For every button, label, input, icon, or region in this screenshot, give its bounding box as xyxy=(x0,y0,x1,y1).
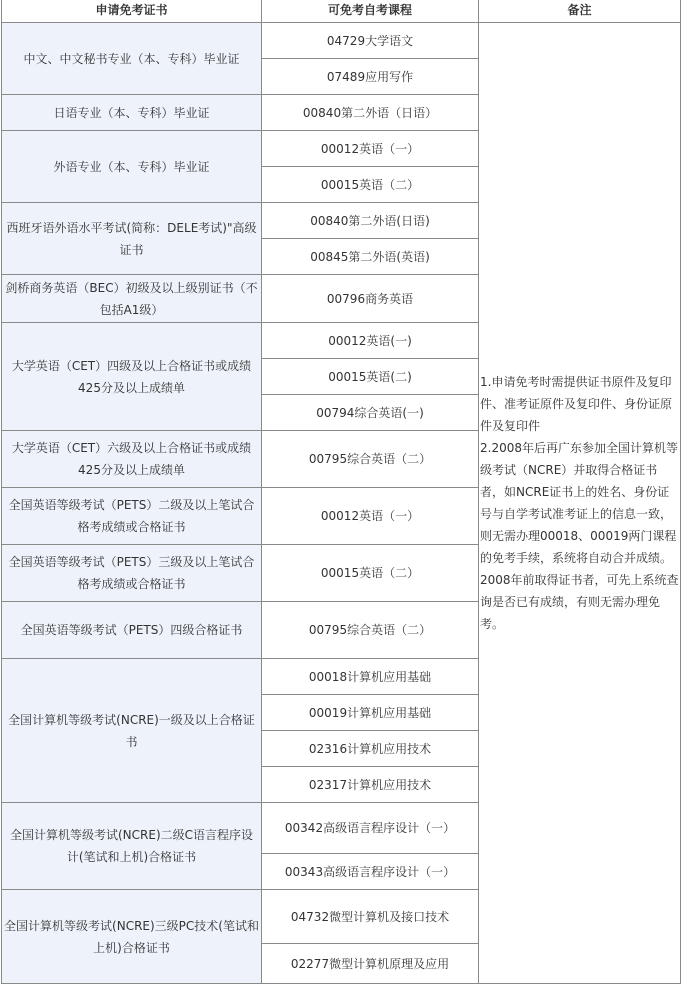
course-cell: 00015英语(二) xyxy=(262,359,479,395)
course-cell: 00795综合英语（二） xyxy=(262,431,479,488)
certificate-cell: 西班牙语外语水平考试(简称：DELE考试)"高级证书 xyxy=(2,203,262,275)
certificate-cell: 外语专业（本、专科）毕业证 xyxy=(2,131,262,203)
course-cell: 00018计算机应用基础 xyxy=(262,659,479,695)
course-cell: 00012英语(一) xyxy=(262,323,479,359)
certificate-cell: 大学英语（CET）六级及以上合格证书或成绩425分及以上成绩单 xyxy=(2,431,262,488)
certificate-cell: 剑桥商务英语（BEC）初级及以上级别证书（不包括A1级） xyxy=(2,275,262,323)
remarks-cell xyxy=(479,23,681,984)
certificate-cell: 全国英语等级考试（PETS）二级及以上笔试合格考成绩或合格证书 xyxy=(2,488,262,545)
course-cell: 07489应用写作 xyxy=(262,59,479,95)
course-cell: 00015英语（二） xyxy=(262,167,479,203)
course-cell: 00019计算机应用基础 xyxy=(262,695,479,731)
course-cell: 00343高级语言程序设计（一） xyxy=(262,854,479,890)
course-cell: 00012英语（一） xyxy=(262,131,479,167)
course-cell: 00840第二外语(日语) xyxy=(262,203,479,239)
course-cell: 02316计算机应用技术 xyxy=(262,731,479,767)
course-cell: 00845第二外语(英语) xyxy=(262,239,479,275)
course-cell: 00012英语（一） xyxy=(262,488,479,545)
certificate-cell: 全国英语等级考试（PETS）三级及以上笔试合格考成绩或合格证书 xyxy=(2,545,262,602)
remark-2: 2.2008年后再广东参加全国计算机等级考试（NCRE）并取得合格证书者，如NCRE证书上的姓名、身份证号与自学考试准考证上的信息一致，则无需办理00018、00019两门课程的免考手续，系统将自动合并成绩。 xyxy=(480,441,678,565)
course-cell: 00794综合英语(一) xyxy=(262,395,479,431)
remark-3: 2008年前取得证书者，可先上系统查询是否已有成绩，有则无需办理免考。 xyxy=(480,573,679,631)
table-row xyxy=(2,23,681,59)
exemption-table xyxy=(1,0,681,984)
certificate-cell: 全国计算机等级考试(NCRE)三级PC技术(笔试和上机)合格证书 xyxy=(2,890,262,984)
certificate-cell: 全国英语等级考试（PETS）四级合格证书 xyxy=(2,602,262,659)
certificate-cell: 大学英语（CET）四级及以上合格证书或成绩425分及以上成绩单 xyxy=(2,323,262,431)
course-cell: 00015英语（二） xyxy=(262,545,479,602)
header-remarks: 备注 xyxy=(479,0,681,23)
certificate-cell: 全国计算机等级考试(NCRE)一级及以上合格证书 xyxy=(2,659,262,803)
course-cell: 02317计算机应用技术 xyxy=(262,767,479,803)
certificate-cell: 日语专业（本、专科）毕业证 xyxy=(2,95,262,131)
course-cell: 00795综合英语（二） xyxy=(262,602,479,659)
header-row xyxy=(2,0,681,23)
remark-1: 1.申请免考时需提供证书原件及复印件、准考证原件及复印件、身份证原件及复印件 xyxy=(480,375,673,433)
course-cell: 00342高级语言程序设计（一） xyxy=(262,803,479,854)
course-cell: 04732微型计算机及接口技术 xyxy=(262,890,479,944)
header-certificate: 申请免考证书 xyxy=(2,0,262,23)
header-courses: 可免考自考课程 xyxy=(262,0,479,23)
certificate-cell: 全国计算机等级考试(NCRE)二级C语言程序设计(笔试和上机)合格证书 xyxy=(2,803,262,890)
certificate-cell: 中文、中文秘书专业（本、专科）毕业证 xyxy=(2,23,262,95)
course-cell: 02277微型计算机原理及应用 xyxy=(262,944,479,984)
course-cell: 04729大学语文 xyxy=(262,23,479,59)
course-cell: 00796商务英语 xyxy=(262,275,479,323)
course-cell: 00840第二外语（日语） xyxy=(262,95,479,131)
